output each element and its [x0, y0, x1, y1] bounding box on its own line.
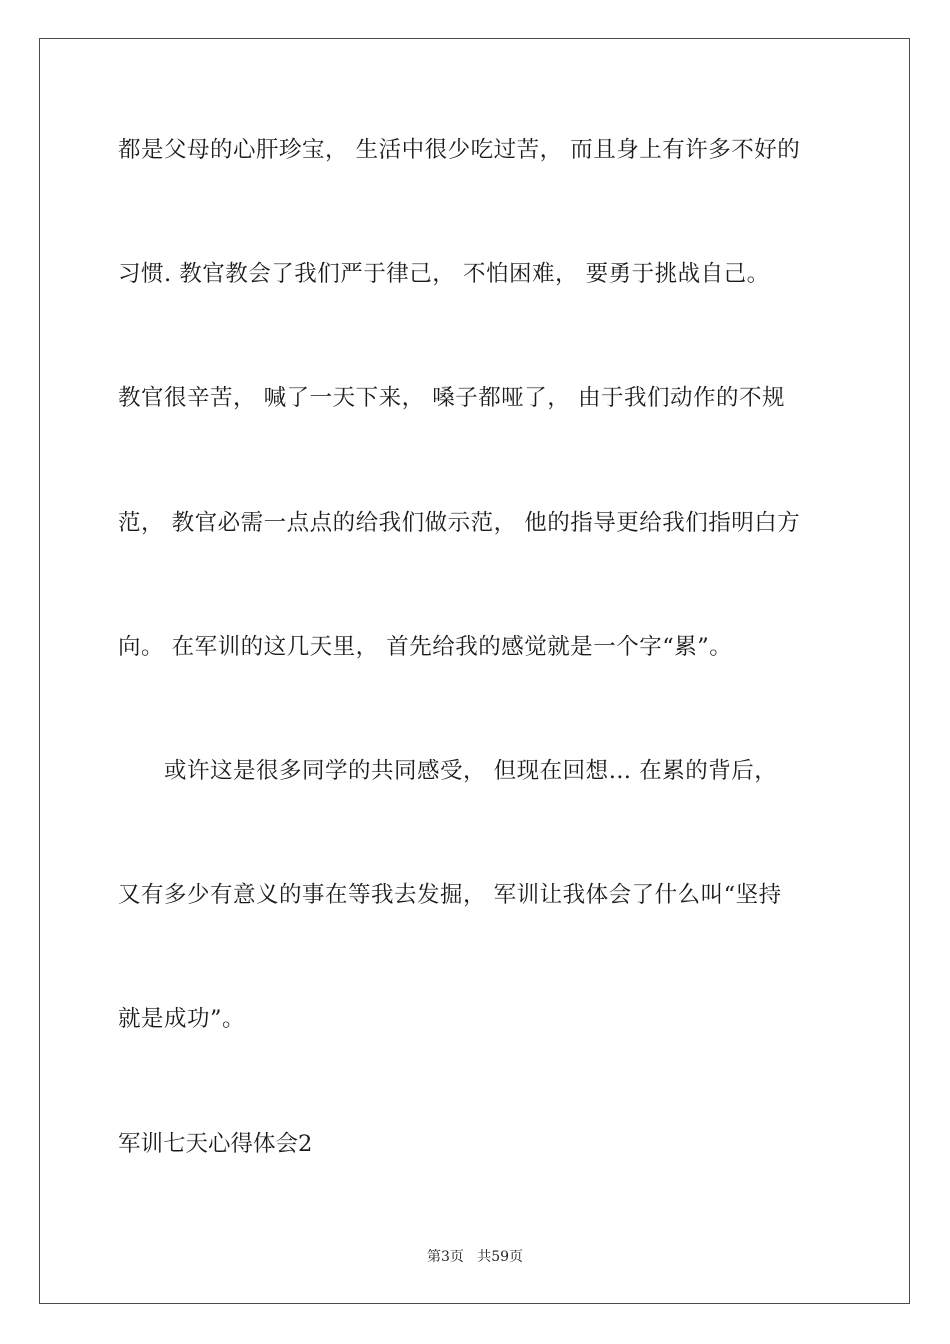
paragraph-line-2: 习惯. 教官教会了我们严于律己， 不怕困难， 要勇于挑战自己。	[118, 261, 770, 287]
paragraph-line-3: 教官很辛苦， 喊了一天下来， 嗓子都哑了， 由于我们动作的不规	[118, 385, 785, 411]
paragraph-line-6: 或许这是很多同学的共同感受， 但现在回想… 在累的背后，	[164, 758, 778, 784]
paragraph-line-7: 又有多少有意义的事在等我去发掘， 军训让我体会了什么叫“坚持	[118, 882, 782, 908]
section-heading: 军训七天心得体会2	[118, 1131, 313, 1157]
page-number-footer: 第3页 共59页	[426, 1249, 524, 1265]
paragraph-line-4: 范， 教官必需一点点的给我们做示范， 他的指导更给我们指明白方	[118, 510, 801, 536]
paragraph-line-8: 就是成功”。	[118, 1006, 246, 1032]
page-border	[39, 38, 910, 1304]
paragraph-line-5: 向。 在军训的这几天里， 首先给我的感觉就是一个字“累”。	[118, 634, 733, 660]
paragraph-line-1: 都是父母的心肝珍宝， 生活中很少吃过苦， 而且身上有许多不好的	[118, 137, 801, 163]
